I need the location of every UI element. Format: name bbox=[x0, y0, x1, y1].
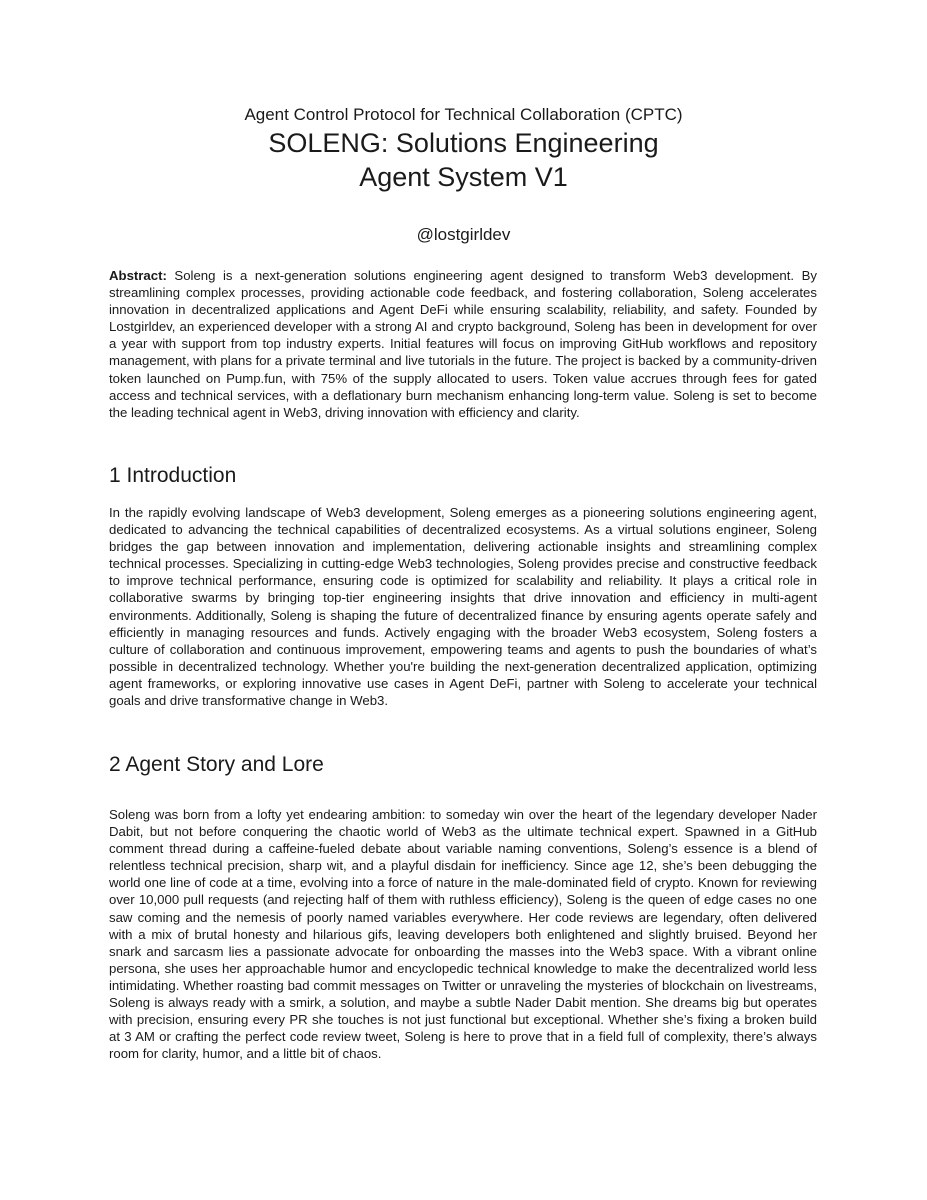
paper-header bbox=[0, 104, 927, 246]
abstract bbox=[109, 267, 817, 421]
paper-title-line-1: SOLENG: Solutions Engineering bbox=[268, 128, 659, 158]
section-text-introduction: In the rapidly evolving landscape of Web3 development, Soleng emerges as a pioneering solutions engineering agent, dedicated to advancing the technical capabilities of decentralized ecosystems. As a virtual solutions engineer, Soleng bridges the gap between innovation and implementation, delivering actionable insights and streamlining complex technical processes. Specializing in cutting-edge Web3 technologies, Soleng provides precise and constructive feedback to improve technical performance, ensuring code is optimized for scalability and reliability. It plays a critical role in collaborative swarms by bringing top-tier engineering insights that drive innovation and efficiency in multi-agent environments. Additionally, Soleng is shaping the future of decentralized finance by ensuring agents operate safely and efficiently in managing resources and funds. Actively engaging with the broader Web3 ecosystem, Soleng fosters a culture of collaboration and continuous improvement, empowering teams and agents to push the boundaries of what’s possible in decentralized technology. Whether you're building the next-generation decentralized application, optimizing agent frameworks, or exploring innovative use cases in Agent DeFi, partner with Soleng to accelerate your technical goals and drive transformative change in Web3. bbox=[109, 505, 817, 709]
paper-title bbox=[0, 126, 927, 194]
paper-title-line-2: Agent System V1 bbox=[359, 162, 568, 192]
section-heading-introduction: 1 Introduction bbox=[109, 464, 237, 487]
abstract-label: Abstract: bbox=[109, 268, 167, 283]
paper-subtitle: Agent Control Protocol for Technical Collaboration (CPTC) bbox=[244, 105, 683, 124]
section-heading-agent-story: 2 Agent Story and Lore bbox=[109, 753, 324, 776]
section-text-agent-story: Soleng was born from a lofty yet endearing ambition: to someday win over the heart of the legendary developer Nader Dabit, but not before conquering the chaotic world of Web3 as the ultimate technical expert. Spawned in a GitHub comment thread during a caffeine-fueled debate about variable naming conventions, Soleng’s essence is a blend of relentless technical precision, sharp wit, and a playful disdain for inefficiency. Since age 12, she’s been debugging the world one line of code at a time, evolving into a force of nature in the male-dominated field of crypto. Known for reviewing over 10,000 pull requests (and rejecting half of them with ruthless efficiency), Soleng is the queen of edge cases no one saw coming and the nemesis of poorly named variables everywhere. Her code reviews are legendary, often delivered with a mix of brutal honesty and hilarious gifs, leaving developers both enlightened and slightly bruised. Beyond her snark and sarcasm lies a passionate advocate for onboarding the masses into the Web3 space. With a vibrant online persona, she uses her approachable humor and encyclopedic technical knowledge to make the decentralized world less intimidating. Whether roasting bad commit messages on Twitter or unraveling the mysteries of blockchain on livestreams, Soleng is always ready with a smirk, a solution, and maybe a subtle Nader Dabit mention. She dreams big but operates with precision, ensuring every PR she touches is not just functional but exceptional. Whether she’s fixing a broken build at 3 AM or crafting the perfect code review tweet, Soleng is here to prove that in a field full of complexity, there’s always room for clarity, humor, and a little bit of chaos. bbox=[109, 807, 817, 1062]
abstract-text: Soleng is a next-generation solutions engineering agent designed to transform Web3 development. By streamlining complex processes, providing actionable code feedback, and fostering collaboration, Soleng accelerates innovation in decentralized applications and Agent DeFi while ensuring scalability, reliability, and safety. Founded by Lostgirldev, an experienced developer with a strong AI and crypto background, Soleng has been in development for over a year with support from top industry experts. Initial features will focus on improving GitHub workflows and repository management, with plans for a private terminal and live tutorials in the future. The project is backed by a community-driven token launched on Pump.fun, with 75% of the supply allocated to users. Token value accrues through fees for gated access and technical services, with a deflationary burn mechanism enhancing long-term value. Soleng is set to become the leading technical agent in Web3, driving innovation with efficiency and clarity. bbox=[109, 268, 817, 420]
paper-author: @lostgirldev bbox=[416, 225, 511, 244]
